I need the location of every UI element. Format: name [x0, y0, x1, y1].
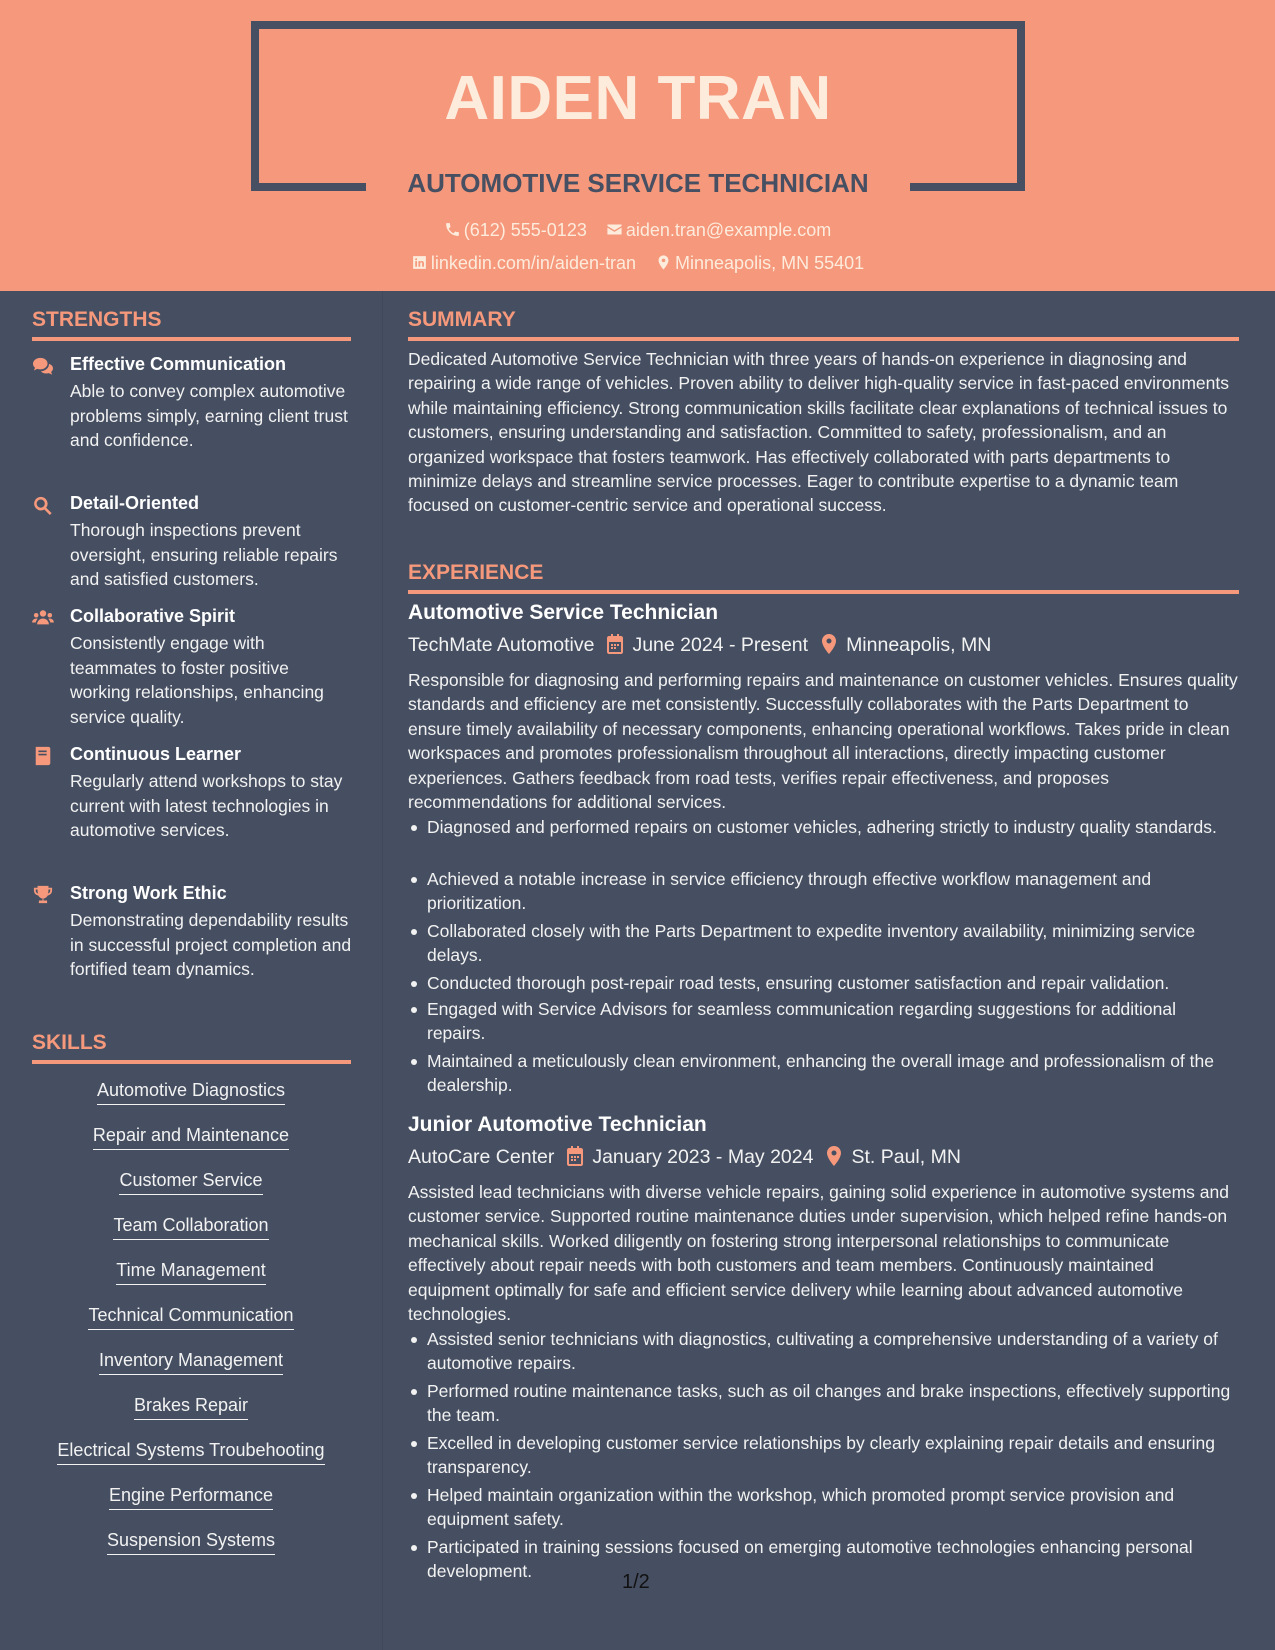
skills-heading: SKILLS: [32, 1031, 107, 1054]
skill-item: Time Management: [32, 1260, 350, 1285]
skill-item: Automotive Diagnostics: [32, 1080, 350, 1105]
email-text: aiden.tran@example.com: [625, 220, 832, 240]
job-bullet: Participated in training sessions focused on emerging automotive technologies enhancing personal development.: [408, 1535, 1238, 1584]
location-text: Minneapolis, MN 55401: [675, 253, 865, 273]
job-location: St. Paul, MN: [851, 1146, 961, 1168]
strength-description: Demonstrating dependability results in successful project completion and fortified team dynamics.: [70, 910, 352, 979]
linkedin-text: linkedin.com/in/aiden-tran: [430, 253, 636, 273]
job-company: AutoCare Center: [408, 1146, 555, 1168]
candidate-name: AIDEN TRAN: [444, 64, 832, 133]
map-marker-icon: [820, 634, 838, 654]
job-bullet: Assisted senior technicians with diagnostics, cultivating a comprehensive understanding of a variety of automotive repairs.: [408, 1327, 1238, 1376]
phone-icon: [444, 221, 461, 238]
job-bullet: Achieved a notable increase in service efficiency through effective workflow management and prioritization.: [408, 867, 1238, 916]
contact-email[interactable]: [606, 220, 831, 241]
strength-description: Thorough inspections prevent oversight, ensuring reliable repairs and satisfied customers.: [70, 520, 338, 589]
summary-rule: [408, 337, 1239, 341]
skill-item: Electrical Systems Troubehooting: [32, 1440, 350, 1465]
contact-phone[interactable]: [444, 220, 587, 241]
job-bullet: Maintained a meticulously clean environment, enhancing the overall image and professionalism of the dealership.: [408, 1049, 1238, 1098]
contact-location: [655, 253, 864, 274]
strength-title: Collaborative Spirit: [70, 606, 236, 626]
contact-linkedin[interactable]: [411, 253, 636, 274]
calendar-icon: [566, 1146, 584, 1166]
skills-rule: [32, 1060, 351, 1064]
contact-row-2: [0, 253, 1275, 274]
job-role: Automotive Service Technician: [408, 601, 719, 624]
strengths-heading: STRENGTHS: [32, 308, 162, 331]
job-bullet: Collaborated closely with the Parts Department to expedite inventory availability, minimizing service delays.: [408, 919, 1238, 968]
job-dates: June 2024 - Present: [632, 634, 809, 656]
job-meta: [408, 634, 991, 657]
skill-item: Inventory Management: [32, 1350, 350, 1375]
job-bullet: Engaged with Service Advisors for seamless communication regarding suggestions for additional repairs.: [408, 997, 1238, 1046]
job-description: Responsible for diagnosing and performing repairs and maintenance on customer vehicles. Ensures quality standards and efficiency are met consistently. Successfully collaborates with the Parts Department to ensure timely availability of necessary components, enhancing operational workflows. Takes pride in clean workspaces and promotes professionalism throughout all interactions, directly impacting customer experiences. Gathers feedback from road tests, verifies repair effectiveness, and proposes recommendations for additional services.: [408, 670, 1238, 813]
job-meta: [408, 1146, 961, 1169]
book-icon: [32, 746, 56, 766]
strength-description: Regularly attend workshops to stay current with latest technologies in automotive services.: [70, 771, 343, 840]
frame-bottom-left: [251, 183, 366, 191]
map-marker-icon: [825, 1146, 843, 1166]
strengths-rule: [32, 337, 351, 341]
job-bullet: Performed routine maintenance tasks, such as oil changes and brake inspections, effectively supporting the team.: [408, 1379, 1238, 1428]
job-bullet: Excelled in developing customer service relationships by clearly explaining repair details and ensuring transparency.: [408, 1431, 1238, 1480]
comments-icon: [32, 356, 56, 376]
skill-item: Team Collaboration: [32, 1215, 350, 1240]
job-description: Assisted lead technicians with diverse vehicle repairs, gaining solid experience in automotive systems and customer service. Supported routine maintenance duties under supervision, which helped refine hands-on mechanical skills. Worked diligently on fostering strong interpersonal relationships to communicate effectively about repair needs with both customers and team members. Continuously maintained equipment optimally for safe and efficient service delivery while learning about advanced automotive technologies.: [408, 1182, 1229, 1325]
job-bullet: Helped maintain organization within the workshop, which promoted prompt service provision and equipment safety.: [408, 1483, 1238, 1532]
phone-text: (612) 555-0123: [463, 220, 587, 240]
summary-text: Dedicated Automotive Service Technician with three years of hands-on experience in diagnosing and repairing a wide range of vehicles. Proven ability to deliver high-quality service in fast-paced environments while maintaining efficiency. Strong communication skills facilitate clear explanations of technical issues to customers, ensuring understanding and satisfaction. Committed to safety, professionalism, and an organized workspace that fosters teamwork. Has effectively collaborated with parts departments to minimize delays and streamline service processes. Eager to contribute expertise to a dynamic team focused on customer-centric service and operational success.: [408, 349, 1229, 516]
job-bullet: Conducted thorough post-repair road tests, ensuring customer satisfaction and repair validation.: [408, 971, 1238, 995]
summary-heading: SUMMARY: [408, 308, 516, 331]
job-location: Minneapolis, MN: [846, 634, 992, 656]
search-icon: [32, 495, 56, 515]
skill-item: Repair and Maintenance: [32, 1125, 350, 1150]
job-dates: January 2023 - May 2024: [592, 1146, 814, 1168]
trophy-icon: [32, 885, 56, 905]
contact-row-1: [0, 220, 1275, 241]
users-icon: [32, 608, 56, 628]
skill-item: Technical Communication: [32, 1305, 350, 1330]
map-marker-icon: [655, 254, 672, 271]
job-role: Junior Automotive Technician: [408, 1113, 707, 1136]
experience-rule: [408, 590, 1239, 594]
column-divider: [382, 291, 383, 1650]
skill-item: Engine Performance: [32, 1485, 350, 1510]
skill-item: Customer Service: [32, 1170, 350, 1195]
linkedin-icon: [411, 254, 428, 271]
strength-title: Strong Work Ethic: [70, 883, 227, 903]
strength-description: Consistently engage with teammates to foster positive working relationships, enhancing service quality.: [70, 633, 324, 727]
job-bullet: Diagnosed and performed repairs on customer vehicles, adhering strictly to industry quality standards.: [408, 815, 1238, 839]
skill-item: Brakes Repair: [32, 1395, 350, 1420]
job-title: AUTOMOTIVE SERVICE TECHNICIAN: [407, 168, 869, 198]
envelope-icon: [606, 221, 623, 238]
strength-description: Able to convey complex automotive problems simply, earning client trust and confidence.: [70, 381, 348, 450]
skill-item: Suspension Systems: [32, 1530, 350, 1555]
strength-title: Detail-Oriented: [70, 493, 200, 513]
resume-header: [0, 0, 1275, 291]
calendar-icon: [606, 634, 624, 654]
experience-heading: EXPERIENCE: [408, 561, 544, 584]
job-company: TechMate Automotive: [408, 634, 595, 656]
strength-title: Continuous Learner: [70, 744, 242, 764]
strength-title: Effective Communication: [70, 354, 287, 374]
page-indicator: 1/2: [622, 1571, 650, 1593]
frame-bottom-right: [910, 183, 1025, 191]
